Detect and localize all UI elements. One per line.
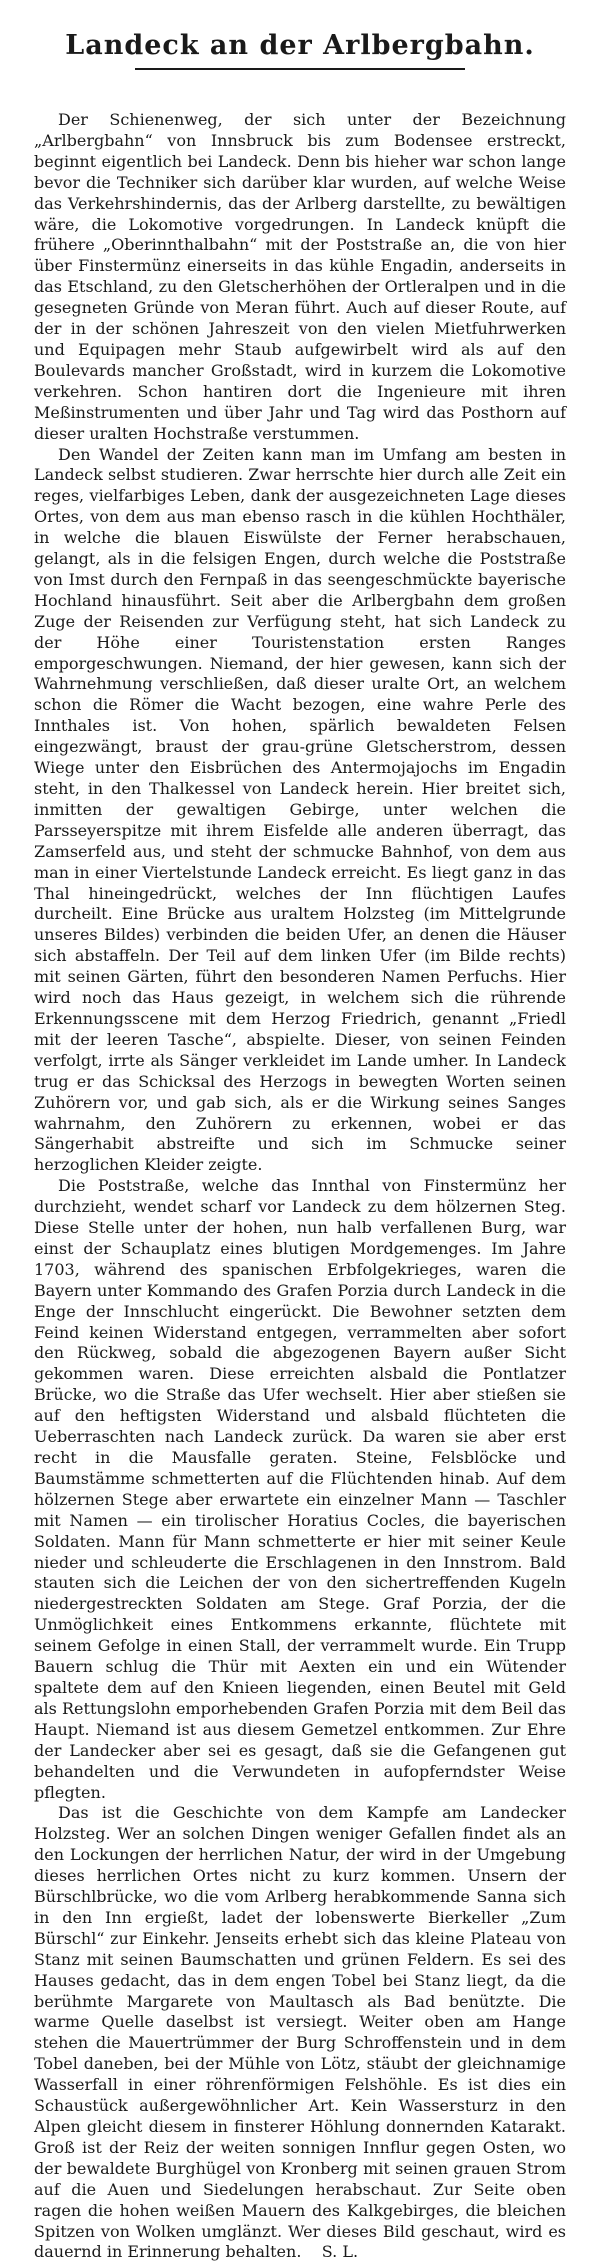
paragraph-4 [34,1803,566,2263]
paragraph-3: Die Poststraße, welche das Innthal von Finstermünz her durchzieht, wendet scharf vor Landeck zu dem hölzernen Steg. Diese Stelle unter der hohen, nun halb verfallenen Burg, war einst der Schauplatz eines blutigen Mordgemenges. Im Jahre 1703, während des spanischen Erbfolgekrieges, waren die Bayern unter Kommando des Grafen Porzia durch Landeck in die Enge der Innschlucht eingerückt. Die Bewohner setzten dem Feind keinen Widerstand entgegen, verrammelten aber sofort den Rückweg, sobald die abgezogenen Bayern außer Sicht gekommen waren. Diese erreichten alsbald die Pontlatzer Brücke, wo die Straße das Ufer wechselt. Hier aber stießen sie auf den heftigsten Widerstand und alsbald flüchteten die Ueberraschten nach Landeck zurück. Da waren sie aber erst recht in die Mausfalle geraten. Steine, Felsblöcke und Baumstämme schmetterten auf die Flüchtenden hinab. Auf dem hölzernen Stege aber erwartete ein einzelner Mann — Taschler mit Namen — ein tirolischer Horatius Cocles, die bayerischen Soldaten. Mann für Mann schmetterte er hier mit seiner Keule nieder und schleuderte die Erschlagenen in den Innstrom. Bald stauten sich die Leichen der von den sichertreffenden Kugeln niedergestreckten Soldaten am Stege. Graf Porzia, der die Unmöglichkeit eines Entkommens erkannte, flüchtete mit seinem Gefolge in einen Stall, der verrammelt wurde. Ein Trupp Bauern schlug die Thür mit Aexten ein und ein Wütender spaltete dem auf den Knieen liegenden, einen Beutel mit Geld als Rettungslohn emporhebenden Grafen Porzia mit dem Beil das Haupt. Niemand ist aus diesem Gemetzel entkommen. Zur Ehre der Landecker aber sei es gesagt, daß sie die Gefangenen gut behandelten und die Verwundeten in aufopferndster Weise pflegten. [34,1176,566,1802]
paragraph-1: Der Schienenweg, der sich unter der Bezeichnung „Arlbergbahn“ von Innsbruck bis zum Bodensee erstreckt, beginnt eigentlich bei Landeck. Denn bis hieher war schon lange bevor die Techniker sich darüber klar wurden, auf welche Weise das Verkehrshindernis, das der Arlberg darstellte, zu bewältigen wäre, die Lokomotive vorgedrungen. In Landeck knüpft die frühere „Oberinnthalbahn“ mit der Poststraße an, die von hier über Finstermünz einerseits in das kühle Engadin, anderseits in das Etschland, zu den Gletscherhöhen der Ortleralpen und in die gesegneten Gründe von Meran führt. Auch auf dieser Route, auf der in der schönen Jahreszeit von den vielen Mietfuhrwerken und Equipagen mehr Staub aufgewirbelt wird als auf den Boulevards mancher Großstadt, wird in kurzem die Lokomotive verkehren. Schon hantiren dort die Ingenieure mit ihren Meßinstrumenten und über Jahr und Tag wird das Posthorn auf dieser uralten Hochstraße verstummen. [34,110,566,443]
author-signature: S. L. [321,2242,359,2262]
page [34,0,566,2262]
article-body [34,110,566,2263]
paragraph-4-text: Das ist die Geschichte von dem Kampfe am Landecker Holzsteg. Wer an solchen Dingen weniger Gefallen findet als an den Lockungen der herrlichen Natur, der wird in der Umgebung dieses herrlichen Ortes nicht zu kurz kommen. Unsern der Bürschlbrücke, wo die vom Arlberg herabkommende Sanna sich in den Inn ergießt, ladet der lobenswerte Bierkeller „Zum Bürschl“ zur Einkehr. Jenseits erhebt sich das kleine Plateau von Stanz mit seinen Baumschatten und grünen Feldern. Es sei des Hauses gedacht, das in dem engen Tobel bei Stanz liegt, da die berühmte Margarete von Maultasch als Bad benützte. Die warme Quelle daselbst ist versiegt. Weiter oben am Hange stehen die Mauertrümmer der Burg Schroffenstein und in dem Tobel daneben, bei der Mühle von Lötz, stäubt der gleichnamige Wasserfall in einer röhrenförmigen Felshöhle. Es ist dies ein Schaustück außergewöhnlicher Art. Kein Wassersturz in den Alpen gleicht diesem in finsterer Höhlung donnernden Katarakt. Groß ist der Reiz der weiten sonnigen Innflur gegen Osten, wo der bewaldete Burghügel von Kronberg mit seinen grauen Strom auf die Auen und Siedelungen herabschaut. Zur Seite oben ragen die hohen weißen Mauern des Kalkgebirges, die bleichen Spitzen von Wolken umglänzt. Wer dieses Bild geschaut, wird es dauernd in Erinnerung behalten. [34,1803,566,2262]
paragraph-2: Den Wandel der Zeiten kann man im Umfang am besten in Landeck selbst studieren. Zwar herrschte hier durch alle Zeit ein reges, vielfarbiges Leben, dank der ausgezeichneten Lage dieses Ortes, von dem aus man ebenso rasch in die kühlen Hochthäler, in welche die blauen Eiswülste der Ferner herabschauen, gelangt, als in die felsigen Engen, durch welche die Poststraße von Imst durch den Fernpaß in das seengeschmückte bayerische Hochland hinausführt. Seit aber die Arlbergbahn dem großen Zuge der Reisenden zur Verfügung steht, hat sich Landeck zu der Höhe einer Touristenstation ersten Ranges emporgeschwungen. Niemand, der hier gewesen, kann sich der Wahrnehmung verschließen, daß dieser uralte Ort, an welchem schon die Römer die Wacht bezogen, eine wahre Perle des Innthales ist. Von hohen, spärlich bewaldeten Felsen eingezwängt, braust der grau-grüne Gletscherstrom, dessen Wiege unter den Eisbrüchen des Antermojajochs im Engadin steht, in den Thalkessel von Landeck herein. Hier breitet sich, inmitten der gewaltigen Gebirge, unter welchen die Parsseyerspitze mit ihrem Eisfelde alle anderen überragt, das Zamserfeld aus, und steht der schmucke Bahnhof, von dem aus man in einer Viertelstunde Landeck erreicht. Es liegt ganz in das Thal hineingedrückt, welches der Inn flüchtigen Laufes durcheilt. Eine Brücke aus uraltem Holzsteg (im Mittelgrunde unseres Bildes) verbinden die beiden Ufer, an denen die Häuser sich abstaffeln. Der Teil auf dem linken Ufer (im Bilde rechts) mit seinen Gärten, führt den besonderen Namen Perfuchs. Hier wird noch das Haus gezeigt, in welchem sich die rührende Erkennungsscene mit dem Herzog Friedrich, genannt „Friedl mit der leeren Tasche“, abspielte. Dieser, von seinen Feinden verfolgt, irrte als Sänger verkleidet im Lande umher. In Landeck trug er das Schicksal des Herzogs in bewegten Worten seinen Zuhörern vor, und gab sich, als er die Wirkung seines Sanges wahrnahm, den Zuhörern zu erkennen, wobei er das Sängerhabit abstreifte und sich im Schmucke seiner herzoglichen Kleider zeigte. [34,444,566,1175]
article-title: Landeck an der Arlbergbahn. [65,30,535,61]
title-rule [135,68,465,70]
